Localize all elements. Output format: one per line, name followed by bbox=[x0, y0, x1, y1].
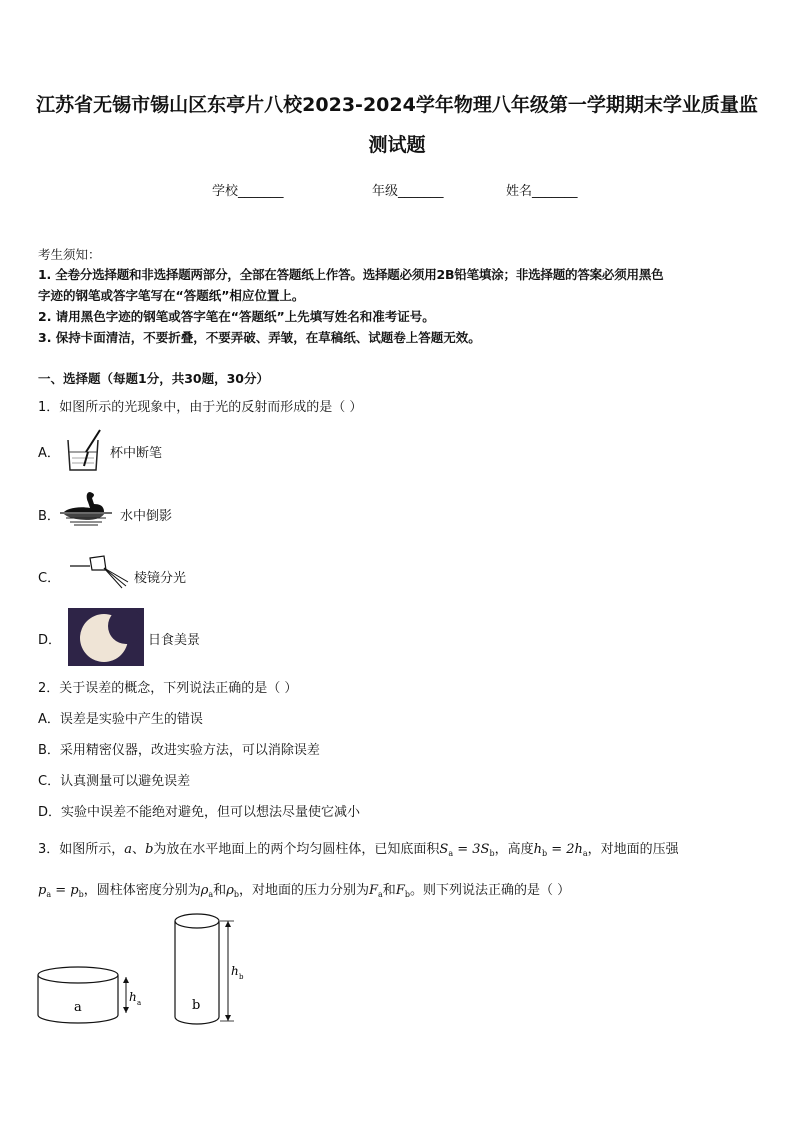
school-field: 学校_______ bbox=[212, 184, 284, 199]
notice-heading: 考生须知： bbox=[38, 247, 101, 262]
q3-and-2: 和 bbox=[382, 883, 396, 898]
q1-option-c-label: C． bbox=[38, 571, 61, 586]
force-symbol-b: F bbox=[395, 883, 405, 898]
notice-item-1b: 字迹的钢笔或答字笔写在“答题纸”相应位置上。 bbox=[38, 288, 305, 303]
q1-option-d-label: D． bbox=[38, 633, 62, 648]
q3-text-3: ，高度 bbox=[494, 842, 534, 857]
area-sub-b: b bbox=[489, 849, 495, 858]
q2-stem: 2．关于误差的概念，下列说法正确的是（ ） bbox=[38, 681, 298, 696]
pressure-eq: = p bbox=[51, 883, 79, 898]
q3-text-1: 3．如图所示， bbox=[38, 842, 125, 857]
q3-text-2: 为放在水平地面上的两个均匀圆柱体，已知底面积 bbox=[153, 842, 440, 857]
q2-option-c: C．认真测量可以避免误差 bbox=[38, 774, 191, 789]
q2-option-d: D．实验中误差不能绝对避免，但可以想法尽量使它减小 bbox=[38, 805, 361, 820]
force-symbol-a: F bbox=[368, 883, 379, 898]
section-heading: 一、选择题（每题1分，共30题，30分） bbox=[38, 371, 269, 386]
q1-option-b-text: 水中倒影 bbox=[120, 509, 173, 524]
height-a-sub: a bbox=[137, 999, 142, 1007]
height-sub-b: b bbox=[541, 849, 548, 858]
q1-option-c-text: 棱镜分光 bbox=[134, 571, 187, 586]
height-b-label: h bbox=[231, 964, 239, 978]
q1-stem: 1．如图所示的光现象中，由于光的反射而形成的是（ ） bbox=[38, 400, 363, 415]
height-symbol: h bbox=[533, 842, 542, 857]
notice-item-3: 3. 保持卡面清洁，不要折叠，不要弄破、弄皱，在草稿纸、试题卷上答题无效。 bbox=[38, 330, 481, 345]
force-sub-a: a bbox=[378, 890, 383, 899]
q1-option-a-text: 杯中断笔 bbox=[110, 446, 163, 461]
rho-sub-a: a bbox=[208, 890, 214, 899]
cylinder-b-label: b bbox=[192, 998, 201, 1013]
rho-sub-b: b bbox=[233, 890, 239, 899]
pressure-symbol-a: p bbox=[38, 883, 47, 898]
name-field: 姓名_______ bbox=[506, 184, 578, 199]
pressure-sub-a: a bbox=[46, 890, 52, 899]
duck-reflection-image bbox=[60, 488, 112, 530]
solar-eclipse-image bbox=[68, 608, 144, 666]
prism-image bbox=[70, 552, 130, 588]
var-b: b bbox=[145, 842, 154, 857]
q1-option-a-label: A． bbox=[38, 446, 60, 461]
grade-field: 年级_______ bbox=[372, 184, 444, 199]
rho-symbol-a: ρ bbox=[200, 883, 209, 898]
cylinder-a bbox=[38, 967, 141, 1023]
q2-option-b: B．采用精密仪器，改进实验方法，可以消除误差 bbox=[38, 743, 320, 758]
cylinder-a-label: a bbox=[74, 1000, 82, 1015]
q3-stem-line2 bbox=[38, 879, 570, 899]
height-a-label: h bbox=[129, 990, 137, 1004]
q2-option-a: A．误差是实验中产生的错误 bbox=[38, 712, 203, 727]
cylinders-figure bbox=[30, 905, 260, 1035]
height-eq: = 2h bbox=[547, 842, 583, 857]
rho-symbol-b: ρ bbox=[226, 883, 234, 898]
height-sub-a: a bbox=[582, 849, 588, 858]
q3-text-7: 。则下列说法正确的是（ ） bbox=[409, 883, 571, 898]
q3-text-5: ，圆柱体密度分别为 bbox=[83, 883, 201, 898]
notice-item-1a: 1. 全卷分选择题和非选择题两部分，全部在答题纸上作答。选择题必须用2B铅笔填涂；非选择题的答案必须用黑色 bbox=[38, 267, 664, 282]
q1-option-b-label: B． bbox=[38, 509, 60, 524]
area-eq: = 3S bbox=[453, 842, 490, 857]
cylinder-b bbox=[175, 914, 244, 1024]
q3-text-4: ，对地面的压强 bbox=[587, 842, 679, 857]
pressure-sub-b: b bbox=[78, 890, 84, 899]
beaker-pencil-image bbox=[64, 428, 106, 474]
height-b-sub: b bbox=[239, 973, 244, 981]
var-a: a bbox=[124, 842, 133, 857]
q3-stem-line1 bbox=[38, 838, 679, 858]
page-title-line2: 测试题 bbox=[368, 134, 426, 156]
q3-and-1: 和 bbox=[213, 883, 227, 898]
q3-sep: 、 bbox=[132, 842, 146, 857]
page-title-line1: 江苏省无锡市锡山区东亭片八校2023-2024学年物理八年级第一学期期末学业质量监 bbox=[36, 94, 758, 116]
area-symbol: S bbox=[439, 842, 449, 857]
q1-option-d-text: 日食美景 bbox=[148, 633, 201, 648]
area-sub-a: a bbox=[448, 849, 454, 858]
q3-text-6: ，对地面的压力分别为 bbox=[238, 883, 369, 898]
notice-item-2: 2. 请用黑色字迹的钢笔或答字笔在“答题纸”上先填写姓名和准考证号。 bbox=[38, 309, 435, 324]
force-sub-b: b bbox=[404, 890, 410, 899]
